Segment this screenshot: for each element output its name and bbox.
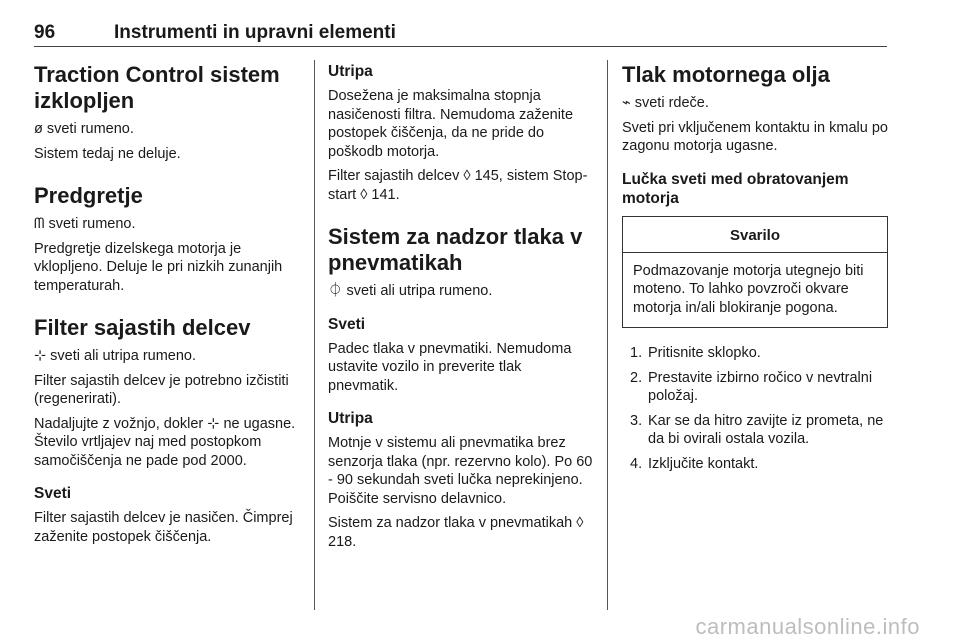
column-divider bbox=[607, 60, 608, 610]
indicator-text: sveti ali utripa rumeno. bbox=[346, 283, 493, 299]
oil-pressure-icon: ⌁ bbox=[622, 95, 631, 111]
paragraph: Motnje v sistemu ali pnevmatika brez senzorja tlaka (npr. rezervno kolo). Po 60 - 90 sekundah sveti lučka neprekinjeno. Poiščite servisno delavnico. bbox=[328, 435, 593, 507]
subsection-title: Sveti bbox=[34, 485, 72, 502]
paragraph: Filter sajastih delcev je potrebno izčistiti (regenerirati). bbox=[34, 372, 289, 407]
list-item bbox=[622, 344, 888, 363]
cross-reference: Filter sajastih delcev ◊ 145, sistem Stop-start ◊ 141. bbox=[328, 168, 588, 203]
section-title: Filter sajastih delcev bbox=[34, 315, 251, 340]
step-text: Kar se da hitro zavijte iz prometa, ne da bi ovirali ostala vozila. bbox=[648, 412, 884, 447]
text-span: Nadaljujte z vožnjo, dokler bbox=[34, 415, 204, 432]
section-title: Predgretje bbox=[34, 183, 143, 208]
page-header bbox=[34, 14, 887, 47]
list-item bbox=[622, 369, 888, 406]
warning-box bbox=[622, 216, 888, 329]
warning-title: Svarilo bbox=[623, 217, 887, 253]
indicator-text: sveti rumeno. bbox=[48, 216, 136, 232]
indicator-line bbox=[622, 94, 888, 113]
preheating-icon: ᗰ bbox=[34, 216, 45, 232]
step-number: 3. bbox=[630, 412, 643, 429]
warning-text: Podmazovanje motorja utegnejo biti moteno. To lahko povzroči okvare motorja in/ali blokiranje pogona. bbox=[633, 262, 864, 316]
step-text: Pritisnite sklopko. bbox=[648, 345, 761, 361]
page-number: 96 bbox=[34, 22, 56, 43]
column-divider bbox=[314, 60, 315, 610]
section-title: Traction Control sistem izklopljen bbox=[34, 62, 280, 113]
watermark: carmanualsonline.info bbox=[695, 614, 920, 639]
indicator-line bbox=[34, 215, 302, 234]
cross-reference: Sistem za nadzor tlaka v pnevmatikah ◊ 218. bbox=[328, 515, 584, 550]
indicator-line bbox=[34, 347, 302, 366]
text-span: ne ugasne. Število vrtljajev naj med postopkom samočiščenja ne pade pod 2000. bbox=[34, 415, 296, 469]
paragraph: Dosežena je maksimalna stopnja nasičenosti filtra. Nemudoma zaženite postopek čiščenja, da ne pride do poškodb motorja. bbox=[328, 88, 574, 160]
section-title: Tlak motornega olja bbox=[622, 62, 830, 87]
column-3 bbox=[622, 62, 888, 479]
step-text: Prestavite izbirno ročico v nevtralni položaj. bbox=[648, 369, 873, 404]
column-2 bbox=[328, 62, 594, 557]
paragraph: Sistem tedaj ne deluje. bbox=[34, 145, 181, 162]
paragraph: Predgretje dizelskega motorja je vklopljeno. Deluje le pri nizkih zunanjih temperaturah. bbox=[34, 240, 283, 294]
indicator-line bbox=[328, 282, 594, 301]
running-title: Instrumenti in upravni elementi bbox=[114, 22, 396, 43]
step-number: 2. bbox=[630, 369, 643, 386]
column-1 bbox=[34, 62, 302, 552]
subsection-title: Lučka sveti med obratovanjem motorja bbox=[622, 170, 849, 207]
step-text: Izključite kontakt. bbox=[648, 455, 759, 472]
subsection-title: Utripa bbox=[328, 410, 373, 427]
paragraph bbox=[34, 415, 302, 471]
paragraph: Sveti pri vključenem kontaktu in kmalu po zagonu motorja ugasne. bbox=[622, 119, 888, 154]
subsection-title: Sveti bbox=[328, 315, 366, 333]
section-title: Sistem za nadzor tlaka v pnevmatikah bbox=[328, 224, 583, 275]
particle-filter-icon: ⊹ bbox=[34, 348, 47, 364]
indicator-line bbox=[34, 120, 302, 139]
traction-control-off-icon: ø bbox=[34, 121, 43, 137]
step-number: 4. bbox=[630, 455, 643, 472]
particle-filter-icon: ⊹ bbox=[207, 415, 220, 432]
indicator-text: sveti ali utripa rumeno. bbox=[50, 348, 197, 364]
list-item bbox=[622, 412, 888, 449]
list-item bbox=[622, 455, 888, 474]
paragraph: Filter sajastih delcev je nasičen. Čimprej zaženite postopek čiščenja. bbox=[34, 510, 293, 545]
indicator-text: sveti rdeče. bbox=[634, 95, 709, 111]
paragraph: Padec tlaka v pnevmatiki. Nemudoma ustavite vozilo in preverite tlak pnevmatik. bbox=[328, 340, 572, 394]
tire-pressure-icon: ⏀ bbox=[328, 283, 343, 299]
indicator-text: sveti rumeno. bbox=[46, 121, 134, 137]
step-number: 1. bbox=[630, 345, 643, 361]
steps-list bbox=[622, 344, 888, 473]
subsection-title: Utripa bbox=[328, 63, 373, 80]
